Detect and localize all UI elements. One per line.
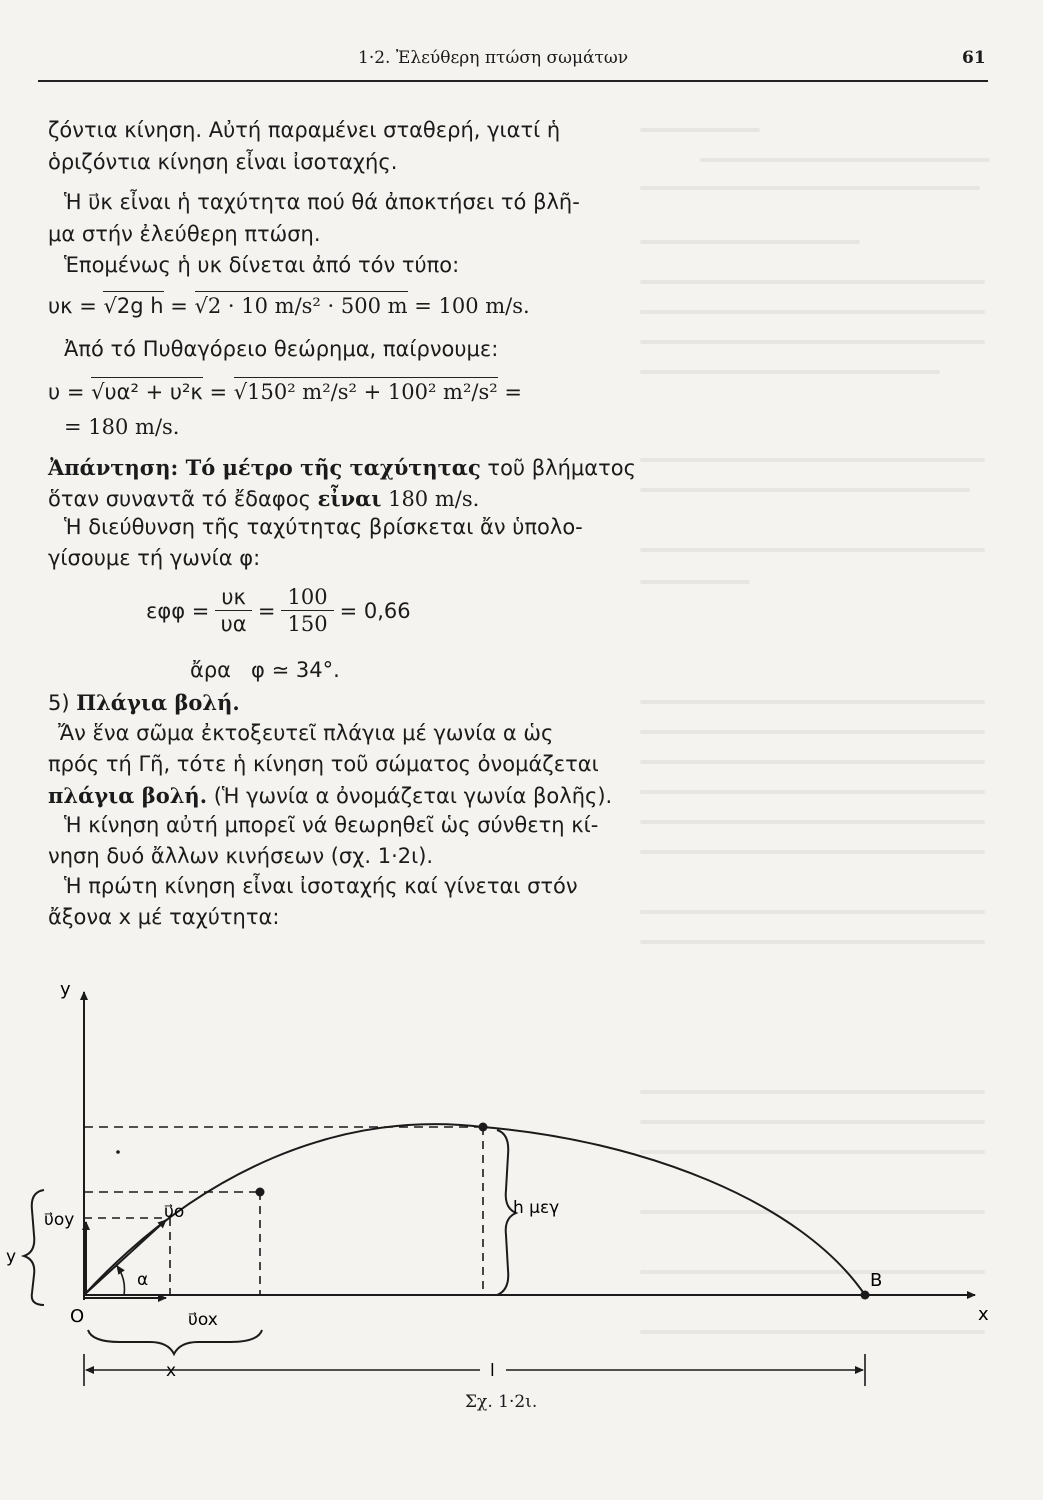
text-bold: εἶναι bbox=[317, 486, 382, 511]
v0-label: υ⃗ο bbox=[164, 1202, 185, 1222]
sqrt-numeric: √150² m²/s² + 100² m²/s² bbox=[234, 377, 498, 404]
eq-part: = bbox=[163, 294, 195, 318]
vector-vk: υ⃗κ bbox=[88, 190, 113, 214]
origin-label: O bbox=[70, 1306, 85, 1327]
speck bbox=[116, 1150, 120, 1154]
x-brace-label: x bbox=[166, 1361, 177, 1381]
text-fragment: 180 m/s. bbox=[381, 487, 480, 511]
equation-vk bbox=[48, 294, 530, 318]
sqrt-numeric: √2 · 10 m/s² · 500 m bbox=[195, 291, 408, 318]
y-axis-label: y bbox=[60, 979, 71, 1000]
answer-bold: Ἀπάντηση: Τό μέτρο τῆς ταχύτητας bbox=[48, 455, 481, 480]
equation-angle: ἄρα φ ≃ 34°. bbox=[190, 658, 340, 682]
eq-part: = bbox=[202, 380, 234, 404]
sqrt-2gh: √2g h bbox=[103, 291, 163, 318]
answer-line bbox=[48, 486, 479, 511]
text-line bbox=[64, 190, 580, 214]
equation-result: = 180 m/s. bbox=[64, 415, 180, 439]
text-line: Ἡ κίνηση αὐτή μπορεῖ νά θεωρηθεῖ ὡς σύνθετη κί- bbox=[64, 813, 599, 837]
text-line: Ἡ πρώτη κίνηση εἶναι ἰσοταχής καί γίνεται στόν bbox=[64, 874, 578, 898]
sqrt-components: √υα² + υ²κ bbox=[91, 377, 203, 404]
text-line: Ἡ διεύθυνση τῆς ταχύτητας βρίσκεται ἄν ὑπολο- bbox=[64, 515, 583, 539]
text-line: νηση δυό ἄλλων κινήσεων (σχ. 1·2ι). bbox=[48, 844, 434, 868]
text-line: πρός τή Γῆ, τότε ἡ κίνηση τοῦ σώματος ὀνομάζεται bbox=[48, 752, 599, 776]
trajectory bbox=[84, 1124, 865, 1295]
range-label: l bbox=[490, 1361, 495, 1381]
eq-part: εφφ = bbox=[146, 598, 210, 623]
text-line bbox=[48, 783, 612, 808]
text-line: ζόντια κίνηση. Αὐτή παραμένει σταθερή, γιατί ἡ bbox=[48, 118, 561, 142]
section-number: 5) bbox=[48, 691, 77, 715]
fraction-numbers bbox=[281, 584, 333, 637]
apex-point bbox=[479, 1123, 488, 1132]
text-fragment: ὅταν συναντᾶ τό ἔδαφος bbox=[48, 487, 318, 511]
text-line: Ἀπό τό Πυθαγόρειο θεώρημα, παίρνουμε: bbox=[64, 337, 499, 361]
term-bold: πλάγια βολή. bbox=[48, 783, 208, 808]
angle-label: α bbox=[137, 1270, 149, 1290]
fraction-denominator: 150 bbox=[287, 612, 328, 636]
running-header: 1·2. Ἐλεύθερη πτώση σωμάτων bbox=[358, 48, 629, 68]
text-fragment: Ἡ bbox=[64, 190, 89, 214]
eq-part: = bbox=[497, 380, 522, 404]
text-fragment: τοῦ βλήματος bbox=[480, 456, 636, 480]
figure-caption: Σχ. 1·2ι. bbox=[465, 1392, 538, 1412]
eq-part: = bbox=[257, 598, 276, 623]
point-b-label: B bbox=[870, 1270, 883, 1291]
eq-part: υ = bbox=[48, 380, 92, 404]
x-brace bbox=[88, 1330, 262, 1354]
header-rule bbox=[38, 80, 988, 82]
equation-tan bbox=[146, 584, 411, 637]
eq-part: υκ = bbox=[48, 294, 104, 318]
projectile-figure bbox=[0, 970, 1043, 1430]
y-brace-label: y bbox=[6, 1247, 17, 1267]
hmax-label: h μεγ bbox=[513, 1198, 560, 1218]
text-fragment: εἶναι ἡ ταχύτητα πού θά ἀποκτήσει τό βλῆ- bbox=[112, 190, 580, 214]
text-line: ἄξονα x μέ ταχύτητα: bbox=[48, 905, 280, 929]
section-heading bbox=[48, 690, 240, 715]
eq-part: = 0,66 bbox=[339, 598, 411, 623]
answer-line bbox=[48, 455, 636, 480]
fraction-velocities bbox=[215, 584, 252, 637]
angle-arc bbox=[117, 1266, 124, 1295]
eq-part: = 100 m/s. bbox=[407, 294, 530, 318]
text-line: μα στήν ἐλεύθερη πτώση. bbox=[48, 222, 321, 246]
text-line: ὁριζόντια κίνηση εἶναι ἰσοταχής. bbox=[48, 150, 398, 174]
fraction-numerator: υκ bbox=[215, 584, 252, 611]
text-line: γίσουμε τή γωνία φ: bbox=[48, 546, 261, 570]
text-line: Ἑπομένως ἡ υκ δίνεται ἀπό τόν τύπο: bbox=[64, 253, 460, 277]
y-brace bbox=[24, 1190, 44, 1305]
fraction-numerator: 100 bbox=[281, 584, 333, 611]
fraction-denominator: υα bbox=[220, 612, 247, 636]
x-axis-label: x bbox=[978, 1304, 989, 1325]
v0-vector bbox=[84, 1220, 166, 1295]
v0y-label: υ⃗οy bbox=[44, 1210, 75, 1230]
text-fragment: (Ἡ γωνία α ὀνομάζεται γωνία βολῆς). bbox=[207, 784, 613, 808]
page-number: 61 bbox=[962, 48, 986, 68]
landing-point bbox=[861, 1291, 870, 1300]
point-on-path bbox=[256, 1188, 265, 1197]
text-line: Ἄν ἕνα σῶμα ἐκτοξευτεῖ πλάγια μέ γωνία α ὡς bbox=[58, 721, 554, 745]
equation-v bbox=[48, 380, 522, 404]
v0x-label: υ⃗ox bbox=[188, 1310, 218, 1330]
section-title: Πλάγια βολή. bbox=[76, 690, 240, 715]
